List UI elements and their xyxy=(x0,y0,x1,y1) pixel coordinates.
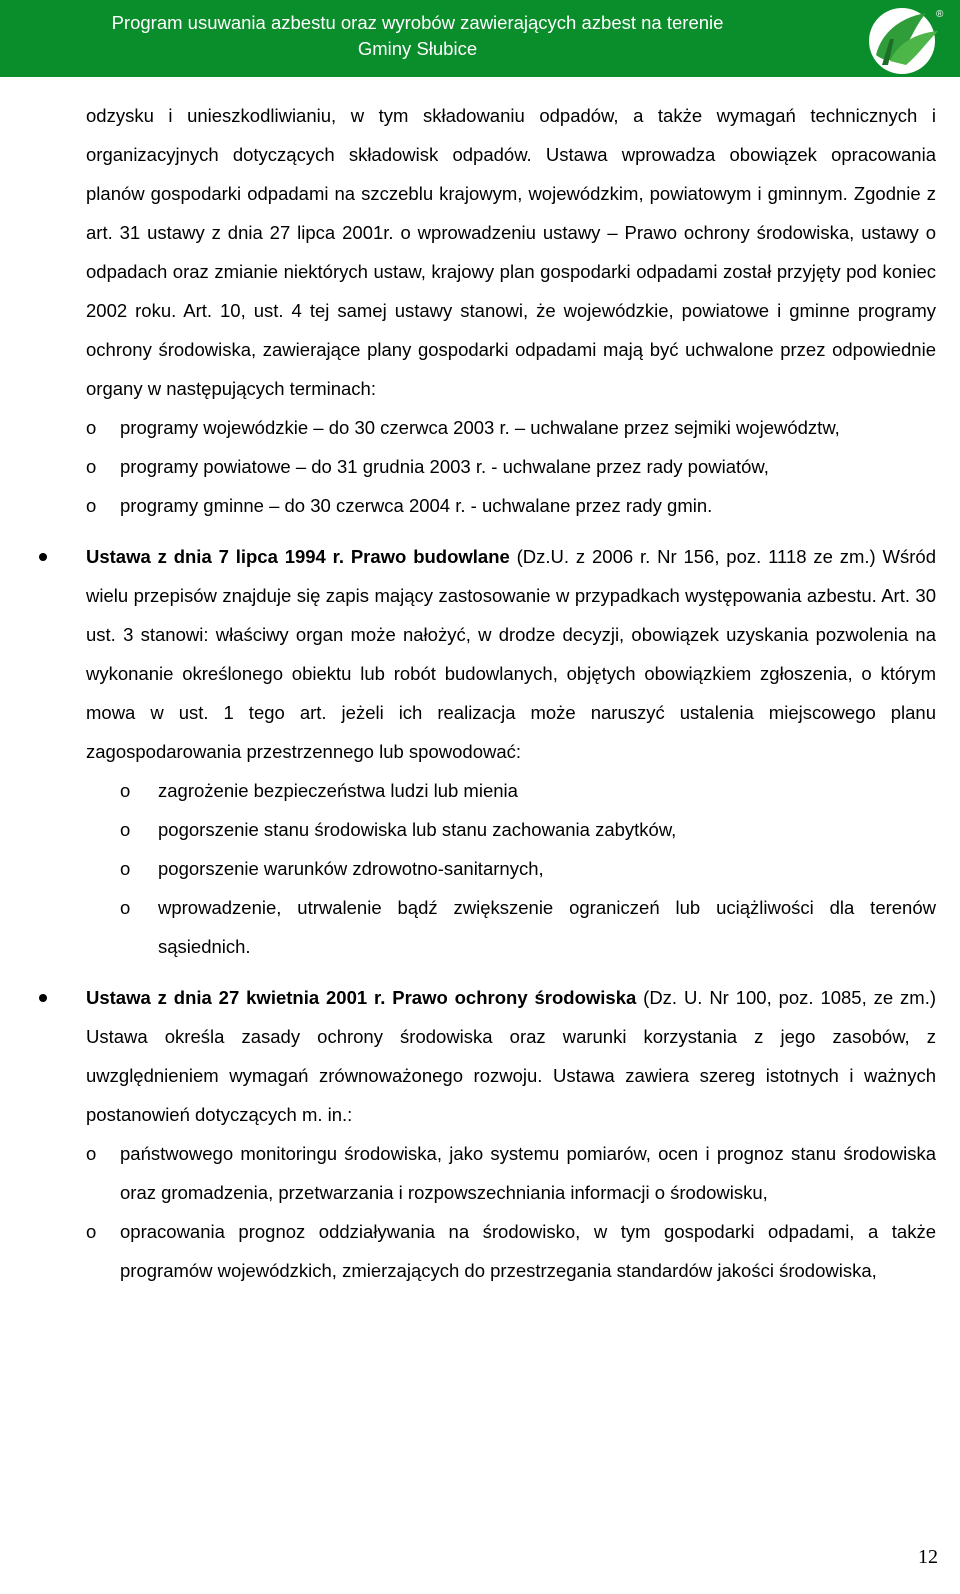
sub-bullet-marker: o xyxy=(86,417,97,438)
term-item-text: programy powiatowe – do 31 grudnia 2003 r. - uchwalane przez rady powiatów, xyxy=(120,456,769,477)
bullet-icon xyxy=(39,553,47,561)
sub-bullet-marker: o xyxy=(120,780,131,801)
law-item-building xyxy=(86,537,936,771)
law-subitem-text: pogorszenie stanu środowiska lub stanu zachowania zabytków, xyxy=(158,819,677,840)
law-title: Ustawa z dnia 27 kwietnia 2001 r. Prawo ochrony środowiska xyxy=(86,987,637,1008)
term-item xyxy=(86,486,936,525)
sub-bullet-marker: o xyxy=(120,819,131,840)
law-subitem xyxy=(86,1134,936,1212)
page-header xyxy=(0,0,960,77)
law-title: Ustawa z dnia 7 lipca 1994 r. Prawo budowlane xyxy=(86,546,510,567)
law-text: (Dz. U. Nr 100, poz. 1085, ze zm.) Ustawa określa zasady ochrony środowiska oraz warunki korzystania z jego zasobów, z uwzględnieniem wymagań zrównoważonego rozwoju. Ustawa zawiera szereg istotnych i ważnych postanowień dotyczących m. in.: xyxy=(86,987,936,1125)
law-subitem xyxy=(86,849,936,888)
sub-bullet-marker: o xyxy=(86,1221,97,1242)
law-item-environment xyxy=(86,978,936,1134)
law-subitem-text: opracowania prognoz oddziaływania na środowisko, w tym gospodarki odpadami, a także programów wojewódzkich, zmierzających do przestrzegania standardów jakości środowiska, xyxy=(120,1221,936,1281)
law-subitem xyxy=(86,888,936,966)
law-subitem-text: zagrożenie bezpieczeństwa ludzi lub mienia xyxy=(158,780,518,801)
header-line-1: Program usuwania azbestu oraz wyrobów zawierających azbest na terenie xyxy=(111,12,724,33)
bullet-icon xyxy=(39,994,47,1002)
term-item xyxy=(86,408,936,447)
law-subitem-text: pogorszenie warunków zdrowotno-sanitarnych, xyxy=(158,858,544,879)
sub-bullet-marker: o xyxy=(86,456,97,477)
law-paragraph xyxy=(86,537,936,771)
law-subitem-text: wprowadzenie, utrwalenie bądź zwiększenie ograniczeń lub uciążliwości dla terenów sąsiednich. xyxy=(158,897,936,957)
document-body xyxy=(86,96,936,1290)
law-subitem xyxy=(86,771,936,810)
header-line-2: Gminy Słubice xyxy=(357,38,478,59)
law-subitem xyxy=(86,810,936,849)
header-title xyxy=(0,10,835,62)
logo-icon xyxy=(846,3,954,77)
law-subitem xyxy=(86,1212,936,1290)
page-number: 12 xyxy=(918,1546,938,1568)
term-item-text: programy wojewódzkie – do 30 czerwca 2003 r. – uchwalane przez sejmiki województw, xyxy=(120,417,840,438)
law-text: (Dz.U. z 2006 r. Nr 156, poz. 1118 ze zm.) Wśród wielu przepisów znajduje się zapis mający zastosowanie w przypadkach występowania azbestu. Art. 30 ust. 3 stanowi: właściwy organ może nałożyć, w drodze decyzji, obowiązek uzyskania pozwolenia na wykonanie określonego obiektu lub robót budowlanych, objętych obowiązkiem zgłoszenia, o którym mowa w ust. 1 tego art. jeżeli ich realizacja może naruszyć ustalenia miejscowego planu zagospodarowania przestrzennego lub spowodować: xyxy=(86,546,936,762)
term-item xyxy=(86,447,936,486)
sub-bullet-marker: o xyxy=(86,1143,97,1164)
intro-paragraph: odzysku i unieszkodliwianiu, w tym składowaniu odpadów, a także wymagań technicznych i organizacyjnych dotyczących składowisk odpadów. Ustawa wprowadza obowiązek opracowania planów gospodarki odpadami na szczeblu krajowym, wojewódzkim, powiatowym i gminnym. Zgodnie z art. 31 ustawy z dnia 27 lipca 2001r. o wprowadzeniu ustawy – Prawo ochrony środowiska, ustawy o odpadach oraz zmianie niektórych ustaw, krajowy plan gospodarki odpadami został przyjęty pod koniec 2002 roku. Art. 10, ust. 4 tej samej ustawy stanowi, że wojewódzkie, powiatowe i gminne programy ochrony środowiska, zawierające plany gospodarki odpadami mają być uchwalone przez odpowiednie organy w następujących terminach: xyxy=(86,105,936,399)
sub-bullet-marker: o xyxy=(120,897,131,918)
law-paragraph xyxy=(86,978,936,1134)
sub-bullet-marker: o xyxy=(120,858,131,879)
term-item-text: programy gminne – do 30 czerwca 2004 r. - uchwalane przez rady gmin. xyxy=(120,495,713,516)
law-subitem-text: państwowego monitoringu środowiska, jako systemu pomiarów, ocen i prognoz stanu środowiska oraz gromadzenia, przetwarzania i rozpowszechniania informacji o środowisku, xyxy=(120,1143,936,1203)
sub-bullet-marker: o xyxy=(86,495,97,516)
svg-text:®: ® xyxy=(936,9,944,20)
